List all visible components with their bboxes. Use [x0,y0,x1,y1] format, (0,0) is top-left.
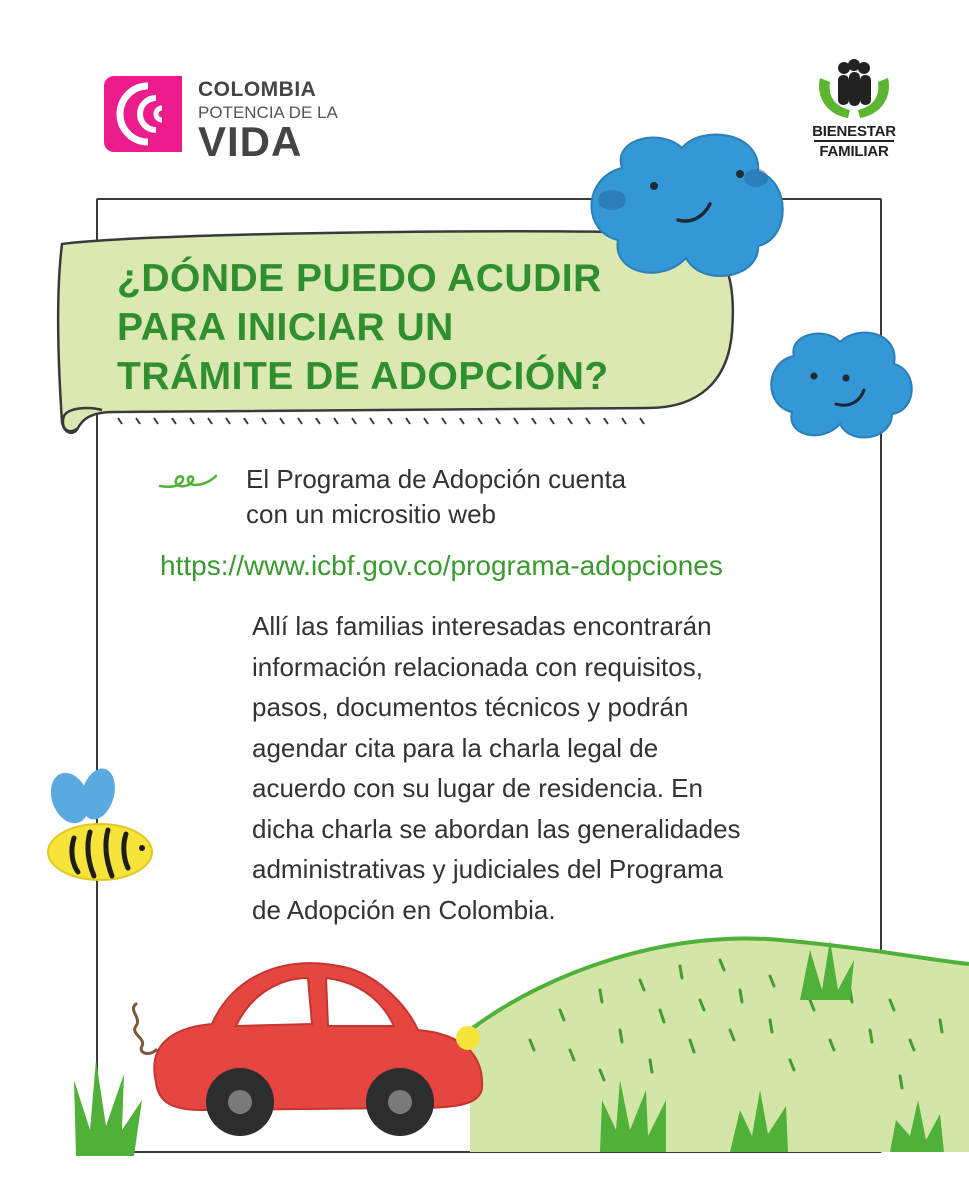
logo-text-potencia: POTENCIA DE LA [198,103,338,122]
body-line: pasos, documentos técnicos y podrán [252,692,689,722]
intro-line-1: El Programa de Adopción cuenta [246,464,627,494]
bienestar-familiar-logo [806,58,902,168]
logo-text-bienestar: BIENESTAR [812,123,896,140]
intro-paragraph [246,462,806,532]
logo-text-colombia: COLOMBIA [198,78,317,101]
green-hill-illustration [470,930,969,1152]
body-line: de Adopción en Colombia. [252,894,556,925]
body-line: agendar cita para la charla legal de [252,732,659,763]
exhaust-smoke-icon [133,1004,156,1053]
family-hands-icon [814,58,894,122]
colombia-potencia-logo [104,76,338,165]
smiling-cloud-icon [582,128,788,284]
microsite-link[interactable]: https://www.icbf.gov.co/programa-adopciones [160,550,723,581]
small-smiling-cloud-icon [766,326,916,444]
bee-icon [44,764,160,884]
body-line: administrativas y judiciales del Programa [252,854,724,884]
title-line-2: PARA INICIAR UN [117,306,454,349]
colombia-logo-icon [104,76,182,152]
logo-text-familiar: FAMILIAR [814,140,894,160]
logo-text-vida: VIDA [198,118,303,165]
body-line: información relacionada con requisitos, [252,651,703,682]
body-line: Allí las familias interesadas encontrarán [252,611,712,641]
body-paragraph [252,606,872,930]
body-line: acuerdo con su lugar de residencia. En [252,773,703,803]
red-car-illustration [112,938,492,1138]
body-line: dicha charla se abordan las generalidades [252,813,741,844]
title-line-3: TRÁMITE DE ADOPCIÓN? [117,355,609,398]
swirl-bullet-icon [158,472,220,492]
banner-stitches [118,418,644,424]
intro-line-2: con un micrositio web [246,499,496,529]
title-line-1: ¿DÓNDE PUEDO ACUDIR [117,257,602,300]
